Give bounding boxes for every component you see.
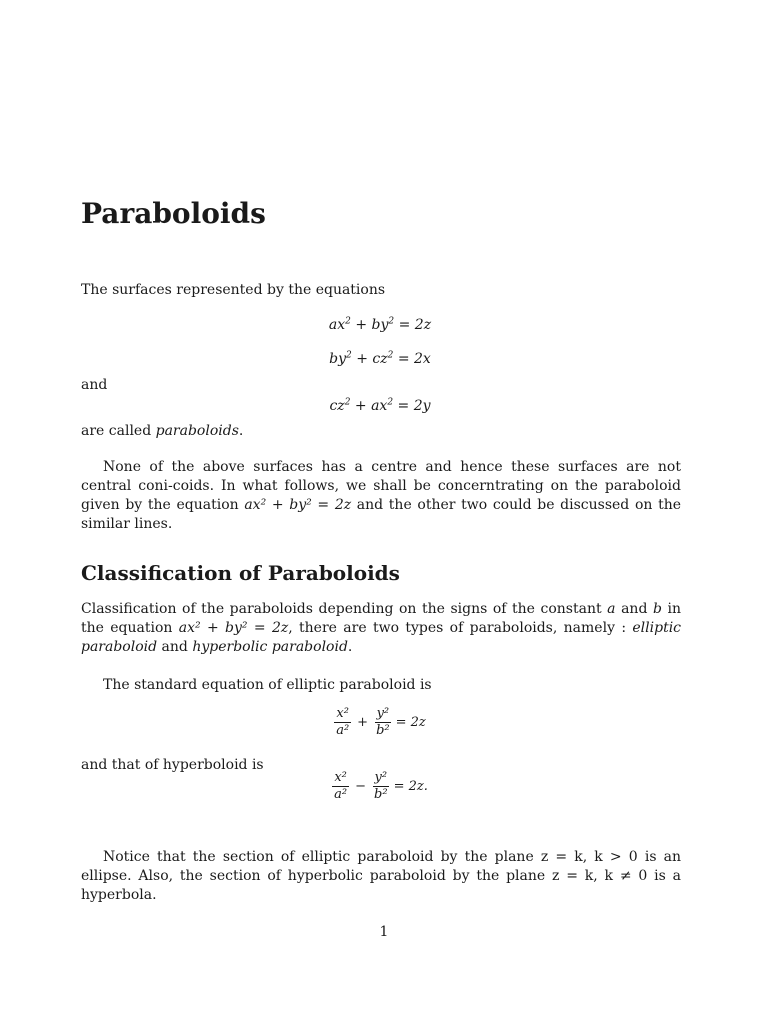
section-paragraph-4: Notice that the section of elliptic paraboloid by the plane z = k, k > 0 is an ellipse. Also, the section of hyperbolic paraboloid by the plane z = k, k ≠ 0 is a hyperbola. [81,849,681,903]
eq1-rhs: 2z [414,317,432,333]
ell-den-2: b² [376,723,390,738]
ell-den-1: a² [336,723,350,738]
hyperbolic-equation [240,770,520,803]
section-title: Classification of Paraboloids [81,561,400,585]
hyp-num-1: x² [334,770,347,785]
hyp-frac-1 [332,770,349,803]
section-paragraph-2: The standard equation of elliptic paraboloid is [103,677,432,693]
eq2-term-b: cz [372,351,388,367]
equation-1: $ax^2 + by^2 = 2z$ [328,316,432,333]
s-p1-term1: elliptic paraboloid [81,620,682,655]
eq1-term-b: by [371,317,389,333]
eq3-rhs: 2y [413,398,431,414]
called-term: paraboloids [155,423,239,439]
hyp-den-1: a² [334,787,348,802]
section-paragraph-1 [81,600,681,657]
s-p1-eq: ax² + by² = 2z [178,620,289,636]
ell-op: + [357,714,369,730]
ell-frac-2 [374,706,392,739]
s-p1-a: Classification of the paraboloids depending on the signs of the constant [81,601,608,617]
eq2-rhs: 2x [414,351,431,367]
hyp-op: − [355,778,367,794]
and-label: and [81,377,108,393]
hyp-num-2: y² [374,770,388,785]
section-paragraph-3: and that of hyperboloid is [81,757,264,773]
equation-2: $by^2 + cz^2 = 2x$ [329,350,431,367]
s-p1-mid: and [157,639,193,655]
para2-text2: and the other two could be discussed on the similar lines. [81,497,681,532]
s-p1-and: and [615,601,653,617]
paragraph-2 [81,458,681,534]
eq3-term-a: cz [329,398,345,414]
s-p1-var-a: a [607,601,616,617]
called-sentence [81,422,681,441]
intro-lead: The surfaces represented by the equations [81,282,386,298]
s-p1-term2: hyperbolic paraboloid [192,639,348,655]
ell-num-1: x² [336,706,349,721]
called-prefix: are called [81,423,156,439]
hyp-frac-2 [372,770,390,803]
ell-frac-1 [334,706,351,739]
para2-text1: None of the above surfaces has a centre and hence these surfaces are not central coni-coids. In what follows, we shall be concerntrating on the paraboloid given by the equation [81,459,681,513]
called-suffix: . [238,423,244,439]
page-title: Paraboloids [81,197,266,230]
para2-eq: ax² + by² = 2z [244,497,352,513]
s-p1-b: in the equation [81,601,682,636]
s-p1-end: . [347,639,353,655]
equation-3: $cz^2 + ax^2 = 2y$ [329,397,431,414]
eq1-term-a: ax [328,317,346,333]
ell-rhs: = 2z [395,714,426,730]
s-p1-c: , there are two types of paraboloids, namely : [288,620,633,636]
page-number: 1 [379,924,389,940]
hyp-den-2: b² [374,787,388,802]
eq2-term-a: by [329,351,347,367]
ell-num-2: y² [376,706,390,721]
elliptic-equation [240,706,520,739]
eq3-term-b: ax [371,398,388,414]
hyp-rhs: = 2z. [393,778,428,794]
s-p1-var-b: b [652,601,662,617]
